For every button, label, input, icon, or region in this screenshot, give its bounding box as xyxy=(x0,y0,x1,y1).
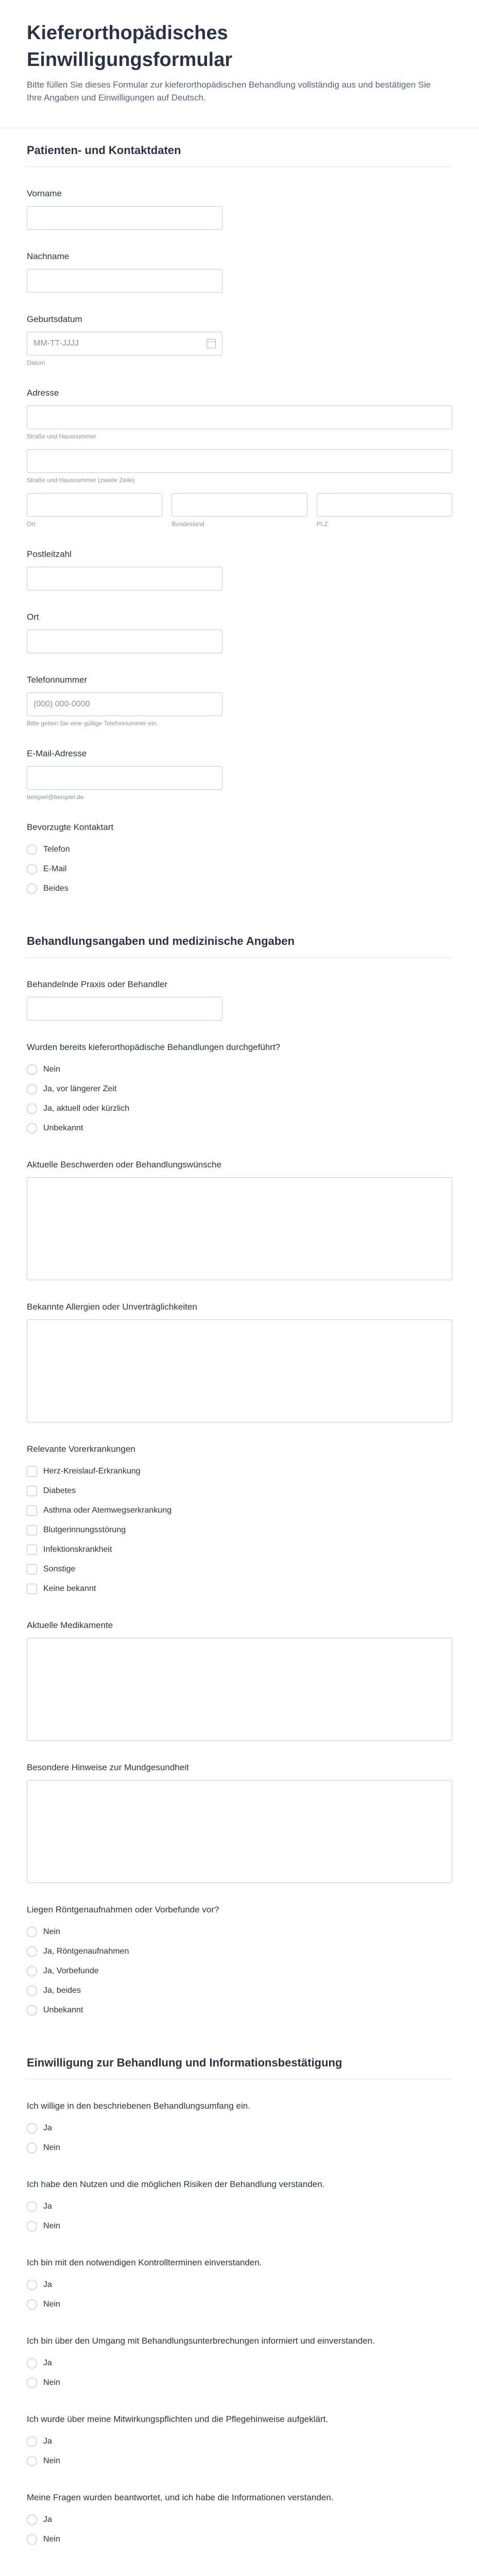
xray-label: Liegen Röntgenaufnahmen oder Vorbefunde vor? xyxy=(27,1905,219,1914)
radio-button[interactable] xyxy=(27,1966,37,1976)
medication-label: Aktuelle Medikamente xyxy=(27,1620,113,1630)
option-label: Ja xyxy=(43,2124,52,2132)
radio-button[interactable] xyxy=(27,2436,37,2447)
radio-option[interactable] xyxy=(27,2119,452,2138)
postal-label: Postleitzahl xyxy=(27,549,72,559)
radio-option[interactable] xyxy=(27,2373,452,2393)
option-label: Nein xyxy=(43,2222,60,2230)
consent-question-label: Ich bin mit den notwendigen Kontrollterminen einverstanden. xyxy=(27,2258,262,2267)
option-label: Ja xyxy=(43,2437,52,2446)
address-row xyxy=(27,493,452,528)
consent-question-label: Ich willige in den beschriebenen Behandlungsumfang ein. xyxy=(27,2101,250,2111)
option-label: Nein xyxy=(43,2300,60,2309)
radio-option[interactable] xyxy=(27,859,452,879)
radio-option[interactable] xyxy=(27,2138,452,2158)
radio-button[interactable] xyxy=(27,2221,37,2231)
city-col xyxy=(27,493,162,528)
form-subtitle: Bitte füllen Sie dieses Formular zur kieferorthopädischen Behandlung vollständig aus und bestätigen Sie Ihre Angaben und Einwilligungen auf Deutsch. xyxy=(27,80,431,103)
oral-label: Besondere Hinweise zur Mundgesundheit xyxy=(27,1762,189,1772)
option-label: Keine bekannt xyxy=(43,1584,96,1593)
option-label: Ja, vor längerer Zeit xyxy=(43,1084,117,1093)
practice-field xyxy=(27,978,452,1021)
city-label: Ort xyxy=(27,612,39,622)
checkbox-option[interactable] xyxy=(27,1540,452,1560)
state-col xyxy=(172,493,307,528)
contact-label: Bevorzugte Kontaktart xyxy=(27,822,114,832)
phone-field xyxy=(27,674,452,727)
oral-textarea[interactable] xyxy=(27,1780,452,1883)
option-label: Unbekannt xyxy=(43,2006,83,2014)
zip-sublabel: PLZ xyxy=(316,520,328,528)
checkbox-option[interactable] xyxy=(27,1481,452,1501)
radio-option[interactable] xyxy=(27,1079,452,1099)
first-name-input[interactable] xyxy=(27,206,223,230)
oral-field xyxy=(27,1761,452,1883)
checkbox[interactable] xyxy=(27,1584,37,1594)
radio-option[interactable] xyxy=(27,2510,452,2530)
complaints-label: Aktuelle Beschwerden oder Behandlungswünsche xyxy=(27,1160,222,1170)
checkbox[interactable] xyxy=(27,1525,37,1535)
conditions-field xyxy=(27,1443,452,1599)
radio-button[interactable] xyxy=(27,2143,37,2153)
radio-option[interactable] xyxy=(27,2353,452,2373)
street2-sublabel: Straße und Hausnummer (zweite Zeile) xyxy=(27,477,135,484)
allergies-label: Bekannte Allergien oder Unverträglichkeiten xyxy=(27,1302,197,1312)
option-label: Ja, Röntgenaufnahmen xyxy=(43,1947,129,1956)
address-label: Adresse xyxy=(27,388,59,398)
postal-input[interactable] xyxy=(27,567,223,590)
last-name-label: Nachname xyxy=(27,251,70,261)
contact-options xyxy=(27,840,452,899)
consent-question xyxy=(27,2178,452,2236)
consent-question xyxy=(27,2100,452,2158)
checkbox-option[interactable] xyxy=(27,1560,452,1579)
checkbox[interactable] xyxy=(27,1466,37,1477)
radio-option[interactable] xyxy=(27,2295,452,2314)
city-input[interactable] xyxy=(27,493,162,517)
dob-sublabel: Datum xyxy=(27,359,45,366)
consent-question-label: Ich wurde über meine Mitwirkungspflichten und die Pflegehinweise aufgeklärt. xyxy=(27,2414,328,2424)
checkbox-option[interactable] xyxy=(27,1520,452,1540)
state-sublabel: Bundesland xyxy=(172,520,204,528)
option-label: Ja xyxy=(43,2515,52,2524)
xray-field xyxy=(27,1904,452,2020)
radio-button[interactable] xyxy=(27,2201,37,2212)
consent-question-label: Ich bin über den Umgang mit Behandlungsunterbrechungen informiert und einverstanden. xyxy=(27,2336,375,2346)
dob-label: Geburtsdatum xyxy=(27,314,82,324)
last-name-input[interactable] xyxy=(27,269,223,293)
radio-button[interactable] xyxy=(27,2358,37,2368)
street1-sublabel: Straße und Hausnummer xyxy=(27,433,96,440)
option-label: Unbekannt xyxy=(43,1124,83,1132)
prior-label: Wurden bereits kieferorthopädische Behandlungen durchgeführt? xyxy=(27,1042,281,1052)
option-label: Nein xyxy=(43,2535,60,2544)
section-title: Einwilligung zur Behandlung und Informationsbestätigung xyxy=(27,2056,452,2079)
option-label: Nein xyxy=(43,1927,60,1936)
city-sublabel: Ort xyxy=(27,520,36,528)
checkbox-option[interactable] xyxy=(27,1579,452,1599)
radio-option[interactable] xyxy=(27,2216,452,2236)
option-label: Herz-Kreislauf-Erkrankung xyxy=(43,1467,141,1476)
section-medical xyxy=(27,919,452,2020)
option-label: Ja xyxy=(43,2359,52,2367)
radio-option[interactable] xyxy=(27,2001,452,2020)
option-label: Sonstige xyxy=(43,1565,76,1573)
option-label: Infektionskrankheit xyxy=(43,1545,112,1554)
option-label: Ja, beides xyxy=(43,1986,81,1995)
radio-button[interactable] xyxy=(27,2280,37,2290)
zip-input[interactable] xyxy=(317,493,452,517)
option-label: Blutgerinnungsstörung xyxy=(43,1526,126,1534)
radio-button[interactable] xyxy=(27,2515,37,2525)
radio-button[interactable] xyxy=(27,864,37,874)
radio-button[interactable] xyxy=(27,1084,37,1094)
email-field xyxy=(27,748,452,801)
calendar-icon[interactable] xyxy=(207,339,216,348)
radio-button[interactable] xyxy=(27,1123,37,1133)
section-org xyxy=(27,2570,452,2576)
city-field xyxy=(27,611,452,653)
medication-field xyxy=(27,1619,452,1741)
option-label: Nein xyxy=(43,2143,60,2152)
allergies-textarea[interactable] xyxy=(27,1319,452,1422)
radio-button[interactable] xyxy=(27,1946,37,1957)
radio-option[interactable] xyxy=(27,2451,452,2471)
option-label: Diabetes xyxy=(43,1486,76,1495)
practice-input[interactable] xyxy=(27,997,223,1021)
last-name-field xyxy=(27,250,452,293)
medication-textarea[interactable] xyxy=(27,1638,452,1741)
radio-button[interactable] xyxy=(27,2005,37,2015)
complaints-field xyxy=(27,1159,452,1280)
form-header xyxy=(0,0,479,128)
radio-option[interactable] xyxy=(27,2275,452,2295)
radio-option[interactable] xyxy=(27,1981,452,2001)
consent-question-label: Meine Fragen wurden beantwortet, und ich habe die Informationen verstanden. xyxy=(27,2493,334,2502)
option-label: Nein xyxy=(43,2456,60,2465)
complaints-textarea[interactable] xyxy=(27,1177,452,1280)
option-label: Beides xyxy=(43,884,69,893)
zip-col xyxy=(317,493,452,528)
contact-field xyxy=(27,821,452,899)
radio-option[interactable] xyxy=(27,840,452,859)
section-title: Patienten- und Kontaktdaten xyxy=(27,144,452,167)
address-field xyxy=(27,387,452,528)
first-name-label: Vorname xyxy=(27,189,62,198)
street2-input[interactable] xyxy=(27,449,452,473)
radio-button[interactable] xyxy=(27,1927,37,1937)
radio-option[interactable] xyxy=(27,2197,452,2216)
radio-button[interactable] xyxy=(27,1104,37,1114)
street1-input[interactable] xyxy=(27,405,452,429)
section-patient xyxy=(27,128,452,899)
email-input[interactable] xyxy=(27,766,223,790)
consent-question-label: Ich habe den Nutzen und die möglichen Risiken der Behandlung verstanden. xyxy=(27,2179,325,2189)
radio-option[interactable] xyxy=(27,879,452,899)
radio-button[interactable] xyxy=(27,2299,37,2310)
radio-option[interactable] xyxy=(27,1922,452,1942)
section-title: Behandlungsangaben und medizinische Angaben xyxy=(27,935,452,958)
radio-button[interactable] xyxy=(27,2534,37,2545)
practice-label: Behandelnde Praxis oder Behandler xyxy=(27,979,168,989)
consent-question xyxy=(27,2413,452,2471)
dob-field xyxy=(27,313,452,366)
conditions-label: Relevante Vorerkrankungen xyxy=(27,1444,135,1454)
state-input[interactable] xyxy=(172,493,307,517)
radio-button[interactable] xyxy=(27,1986,37,1996)
radio-button[interactable] xyxy=(27,884,37,894)
prior-field xyxy=(27,1041,452,1138)
checkbox[interactable] xyxy=(27,1564,37,1574)
dob-input[interactable] xyxy=(27,332,223,355)
email-sublabel: beispiel@beispiel.de xyxy=(27,793,84,801)
radio-option[interactable] xyxy=(27,1099,452,1118)
option-label: Ja xyxy=(43,2202,52,2211)
radio-option[interactable] xyxy=(27,2432,452,2451)
consent-question xyxy=(27,2492,452,2549)
radio-option[interactable] xyxy=(27,1942,452,1961)
city-field-input[interactable] xyxy=(27,630,223,653)
allergies-field xyxy=(27,1301,452,1422)
first-name-field xyxy=(27,188,452,230)
phone-sublabel: Bitte geben Sie eine gültige Telefonnummer ein. xyxy=(27,720,158,727)
form-title: Kieferorthopädisches Einwilligungsformular xyxy=(27,22,233,71)
email-label: E-Mail-Adresse xyxy=(27,749,87,758)
option-label: Ja, aktuell oder kürzlich xyxy=(43,1104,130,1113)
phone-label: Telefonnummer xyxy=(27,675,88,685)
phone-input[interactable] xyxy=(27,692,223,716)
consent-question xyxy=(27,2335,452,2393)
option-label: E-Mail xyxy=(43,865,67,873)
postal-field xyxy=(27,548,452,590)
option-label: Telefon xyxy=(43,845,70,854)
option-label: Asthma oder Atemwegserkrankung xyxy=(43,1506,172,1515)
radio-button[interactable] xyxy=(27,2123,37,2133)
phone-placeholder: (000) 000-0000 xyxy=(33,700,90,708)
checkbox-option[interactable] xyxy=(27,1501,452,1520)
section-consent xyxy=(27,2041,452,2549)
consent-question xyxy=(27,2257,452,2314)
dob-placeholder: MM-TT-JJJJ xyxy=(33,339,79,348)
radio-button[interactable] xyxy=(27,2378,37,2388)
radio-option[interactable] xyxy=(27,2530,452,2549)
radio-button[interactable] xyxy=(27,844,37,855)
checkbox[interactable] xyxy=(27,1486,37,1496)
radio-option[interactable] xyxy=(27,1118,452,1138)
radio-button[interactable] xyxy=(27,1064,37,1075)
checkbox[interactable] xyxy=(27,1545,37,1555)
option-label: Ja, Vorbefunde xyxy=(43,1967,99,1975)
checkbox[interactable] xyxy=(27,1505,37,1516)
radio-option[interactable] xyxy=(27,1060,452,1079)
option-label: Nein xyxy=(43,1065,60,1074)
option-label: Ja xyxy=(43,2280,52,2289)
radio-option[interactable] xyxy=(27,1961,452,1981)
radio-button[interactable] xyxy=(27,2456,37,2466)
form-body xyxy=(0,128,479,2576)
checkbox-option[interactable] xyxy=(27,1462,452,1481)
option-label: Nein xyxy=(43,2378,60,2387)
